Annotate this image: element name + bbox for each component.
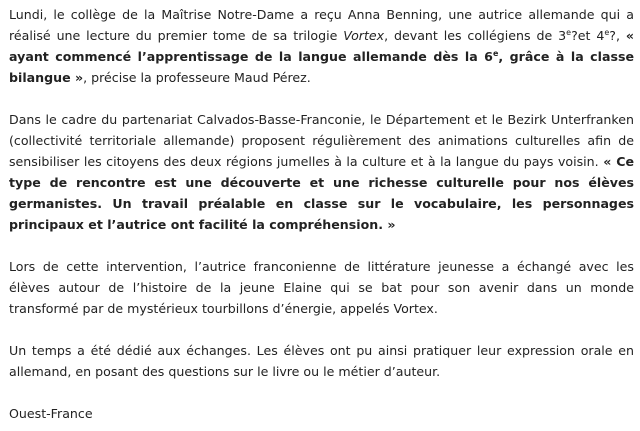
article-body <box>9 4 634 424</box>
source-credit: Ouest-France <box>9 406 93 421</box>
quote-rencontre: « Ce type de rencontre est une découverte et une richesse culturelle pour nos élèves germanistes. Un travail préalable en classe sur le vocabulaire, les personnages principaux et l’autrice ont facilité la compréhension. » <box>9 154 635 232</box>
superscript-6e: e <box>492 48 499 58</box>
p1-intro: Lundi, le collège de la Maîtrise Notre-Dame a reçu Anna Benning, une autrice allemande qui a réalisé une lecture du premier tome de sa trilogie <box>9 7 634 43</box>
p1-mid: , devant les collégiens de 3 <box>384 28 567 43</box>
paragraph-1 <box>9 4 634 88</box>
superscript-3e: e <box>566 27 572 37</box>
paragraph-4: Un temps a été dédié aux échanges. Les élèves ont pu ainsi pratiquer leur expression orale en allemand, en posant des questions sur le livre ou le métier d’auteur. <box>9 343 634 379</box>
p2-text: Dans le cadre du partenariat Calvados-Basse-Franconie, le Département et le Bezirk Unterfranken (collectivité territoriale allemande) proposent régulièrement des animations culturelles afin de sensibiliser les citoyens des deux régions jumelles à la culture et à la langue du pays voisin. <box>9 112 634 169</box>
paragraph-3: Lors de cette intervention, l’autrice franconienne de littérature jeunesse a échangé avec les élèves autour de l’histoire de la jeune Elaine qui se bat pour son avenir dans un monde transformé par de mystérieux tourbillons d’énergie, appelés Vortex. <box>9 259 634 316</box>
paragraph-2 <box>9 109 634 235</box>
p1-outro: , précise la professeure Maud Pérez. <box>83 70 311 85</box>
quote-teacher-start: « ayant commencé l’apprentissage de la langue allemande dès la 6 <box>9 28 634 64</box>
superscript-4e: e <box>604 27 610 37</box>
p1-between: ?et 4 <box>571 28 605 43</box>
p1-after: ?, <box>609 28 626 43</box>
book-title: Vortex <box>343 28 385 43</box>
quote-teacher-end: , grâce à la classe bilangue » <box>9 49 634 85</box>
